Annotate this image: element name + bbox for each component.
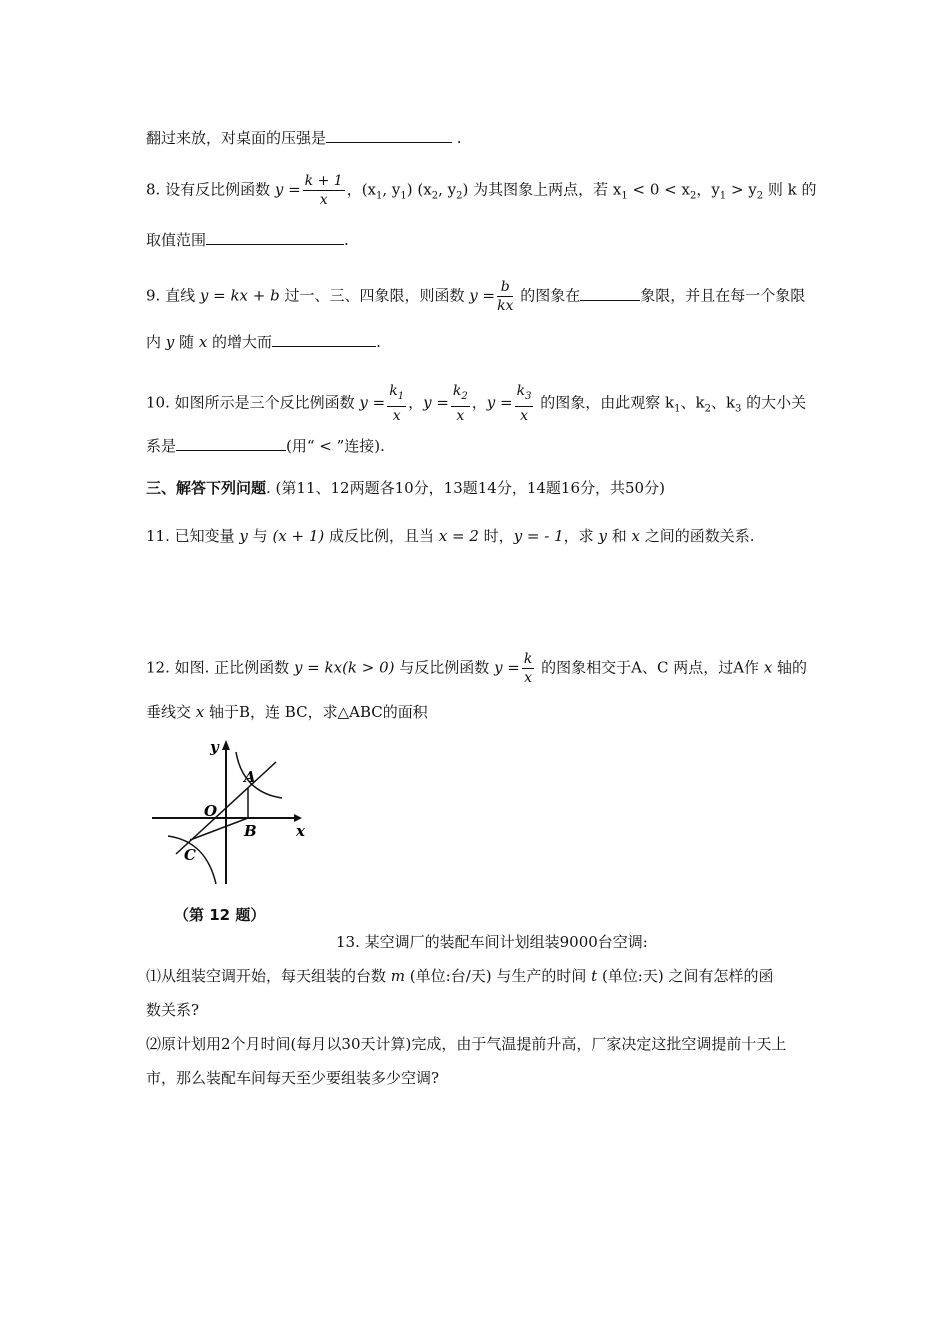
- q9-answer-blank-1[interactable]: [580, 286, 640, 301]
- q13-part2-line-2: 市，那么装配车间每天至少要组装多少空调?: [146, 1069, 440, 1087]
- q13-title: 13. 某空调厂的装配车间计划组装9000台空调:: [336, 933, 648, 951]
- q8-fraction: $\frac{k + 1}{x}$: [304, 173, 343, 208]
- figure-caption: （第 12 题）: [174, 906, 266, 924]
- q8-line-2: 取值范围 .: [146, 231, 349, 249]
- q13-part1-line-1: ⑴从组装空调开始，每天组装的台数 m (单位:台/天) 与生产的时间 t (单位:天) 之间有怎样的函: [146, 967, 774, 985]
- hyperbola-branch-1: [236, 752, 282, 798]
- q9-line-2: 内 y 随 x 的增大而 .: [146, 333, 381, 351]
- q12-figure: [146, 736, 316, 900]
- q9-fraction: $\frac{b}{kx}$: [497, 279, 514, 314]
- q11-line: 11. 已知变量 y 与 (x + 1) 成反比例，且当 x = 2 时，y = - 1，求 y 和 x 之间的函数关系.: [146, 527, 755, 545]
- segment-bc: [190, 818, 248, 840]
- q9-answer-blank-2[interactable]: [272, 332, 376, 347]
- label-b: B: [244, 822, 257, 840]
- label-a: A: [244, 768, 256, 786]
- q13-part1-line-2: 数关系?: [146, 1001, 200, 1019]
- q12-graph: [146, 736, 316, 896]
- q12-line-2: 垂线交 x 轴于B，连 BC，求△ABC的面积: [146, 703, 428, 721]
- q7-answer-blank[interactable]: [326, 128, 452, 143]
- label-c: C: [184, 846, 196, 864]
- q13-part2-line-1: ⑵原计划用2个月时间(每月以30天计算)完成，由于气温提前升高，厂家决定这批空调提前十天上: [146, 1035, 787, 1053]
- y-axis-arrow: [222, 740, 230, 750]
- label-o: O: [204, 802, 218, 820]
- q9-line-1: 9. 直线 y = kx + b 过一、三、四象限，则函数 y = $\frac{b}{kx}$ 的图象在 象限，并且在每一个象限: [146, 279, 806, 314]
- q8-line-1: 8. 设有反比例函数 y = $\frac{k + 1}{x}$ ，($x_1$, $y_1$) ($x_2$, $y_2$) 为其图象上两点，若 $x_1 < 0 < x_2$，$y_1 > y_2$ 则 k 的: [146, 173, 817, 208]
- q7-line: 翻过来放，对桌面的压强是 .: [146, 129, 462, 147]
- q12-line-1: 12. 如图. 正比例函数 y = kx(k > 0) 与反比例函数 y = $\frac{k}{x}$ 的图象相交于A、C 两点，过A作 x 轴的: [146, 651, 808, 686]
- section-3-heading: 三、解答下列问题. (第11、12两题各10分，13题14分，14题16分，共50分): [146, 479, 665, 497]
- q8-answer-blank[interactable]: [206, 230, 344, 245]
- q10-answer-blank[interactable]: [176, 436, 286, 451]
- label-x: x: [296, 822, 305, 840]
- q7-text: 翻过来放，对桌面的压强是: [146, 129, 327, 147]
- x-axis-arrow: [294, 814, 302, 822]
- q10-line-1: 10. 如图所示是三个反比例函数 y = $\frac{k_1}{x}$ ，y = $\frac{k_2}{x}$ ，y = $\frac{k_3}{x}$ 的图象，由此观察 $k_1$、$k_2$、$k_3$ 的大小关: [146, 383, 807, 424]
- q10-line-2: 系是 (用“ < ”连接).: [146, 437, 385, 455]
- label-y: y: [210, 738, 219, 756]
